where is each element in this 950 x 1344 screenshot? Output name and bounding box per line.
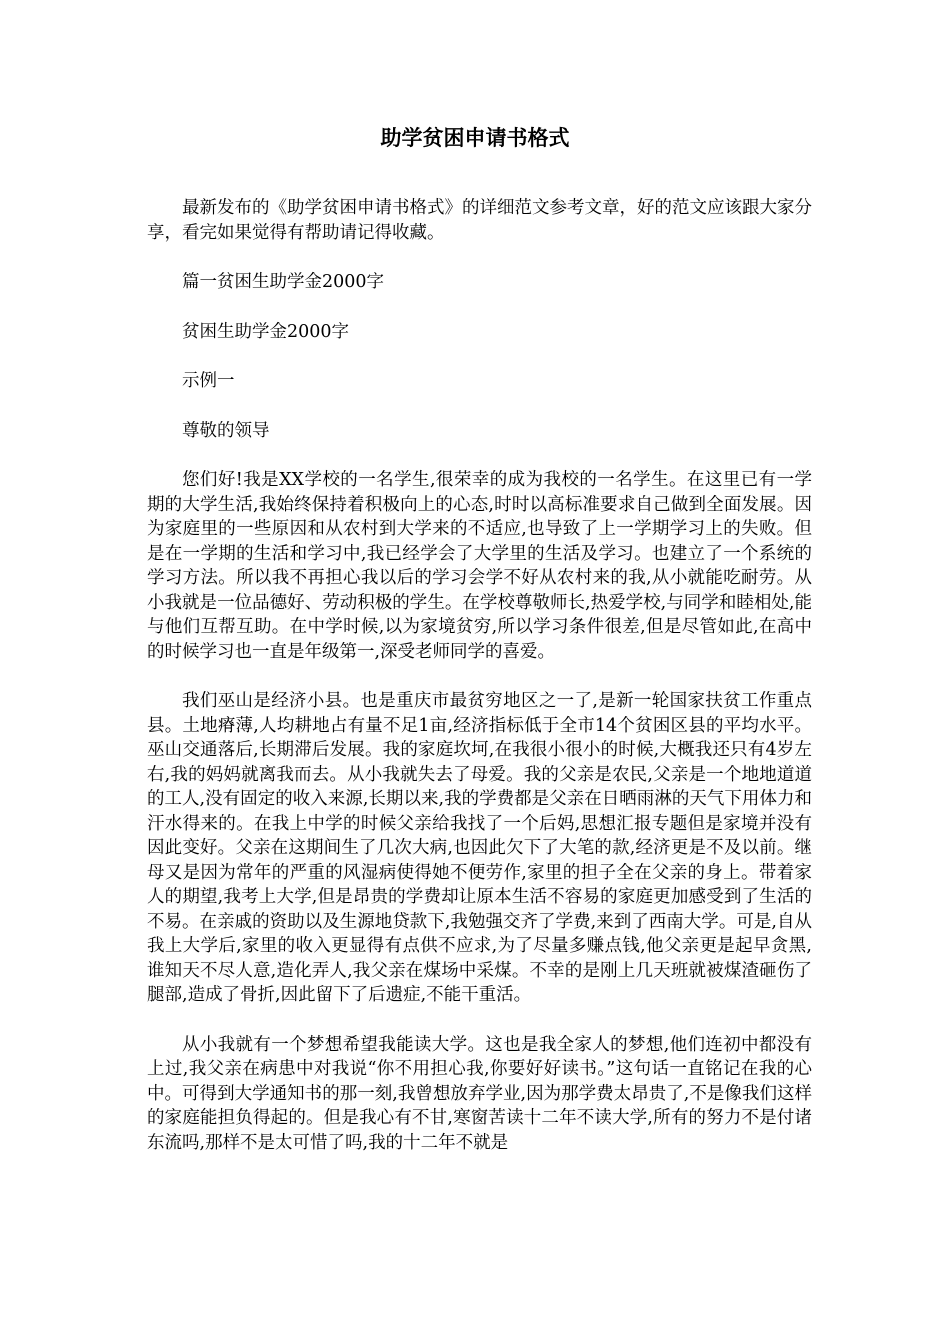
document-body [147,196,812,1155]
body-paragraph: 从小我就有一个梦想希望我能读大学。这也是我全家人的梦想,他们连初中都没有上过,我父亲在病患中对我说“你不用担心我,你要好好读书。”这句话一直铭记在我的心中。可得到大学通知书的那一刻,我曾想放弃学业,因为那学费太昂贵了,不是像我们这样的家庭能担负得起的。但是我心有不甘,寒窗苦读十二年不读大学,所有的努力不是付诸东流吗,那样不是太可惜了吗,我的十二年不就是 [147,1034,812,1153]
section-heading: 篇一贫困生助学金2000字 [182,272,385,292]
subheading: 贫困生助学金2000字 [182,321,350,342]
body-paragraph: 我们巫山是经济小县。也是重庆市最贫穷地区之一了,是新一轮国家扶贫工作重点县。土地瘠薄,人均耕地占有量不足1亩,经济指标低于全市14个贫困区县的平均水平。巫山交通落后,长期滞后发展。我的家庭坎坷,在我很小很小的时候,大概我还只有4岁左右,我的妈妈就离我而去。从小我就失去了母爱。我的父亲是农民,父亲是一个地地道道的工人,没有固定的收入来源,长期以来,我的学费都是父亲在日晒雨淋的天气下用体力和汗水得来的。在我上中学的时候父亲给我找了一个后妈,思想汇报专题但是家境并没有因此变好。父亲在这期间生了几次大病,也因此欠下了大笔的款,经济更是不及以前。继母又是因为常年的严重的风湿病使得她不便劳作,家里的担子全在父亲的身上。带着家人的期望,我考上大学,但是昂贵的学费却让原本生活不容易的家庭更加感受到了生活的不易。在亲戚的资助以及生源地贷款下,我勉强交齐了学费,来到了西南大学。可是,自从我上大学后,家里的收入更显得有点供不应求,为了尽量多赚点钱,他父亲更是起早贪黑,谁知天不尽人意,造化弄人,我父亲在煤场中采煤。不幸的是刚上几天班就被煤渣砸伤了腿部,造成了骨折,因此留下了后遗症,不能干重活。 [147,691,812,1005]
salutation: 尊敬的领导 [182,420,270,441]
body-paragraph: 您们好!我是XX学校的一名学生,很荣幸的成为我校的一名学生。在这里已有一学期的大学生活,我始终保持着积极向上的心态,时时以高标准要求自己做到全面发展。因为家庭里的一些原因和从农村到大学来的不适应,也导致了上一学期学习上的失败。但是在一学期的生活和学习中,我已经学会了大学里的生活及学习。也建立了一个系统的学习方法。所以我不再担心我以后的学习会学不好从农村来的我,从小就能吃耐劳。从小我就是一位品德好、劳动积极的学生。在学校尊敬师长,热爱学校,与同学和睦相处,能与他们互帮互助。在中学时候,以为家境贫穷,所以学习条件很差,但是尽管如此,在高中的时候学习也一直是年级第一,深受老师同学的喜爱。 [147,470,812,662]
document-title: 助学贫困申请书格式 [380,126,570,150]
intro-paragraph: 最新发布的《助学贫困申请书格式》的详细范文参考文章，好的范文应该跟大家分享，看完如果觉得有帮助请记得收藏。 [147,198,812,243]
example-label: 示例一 [182,371,235,391]
